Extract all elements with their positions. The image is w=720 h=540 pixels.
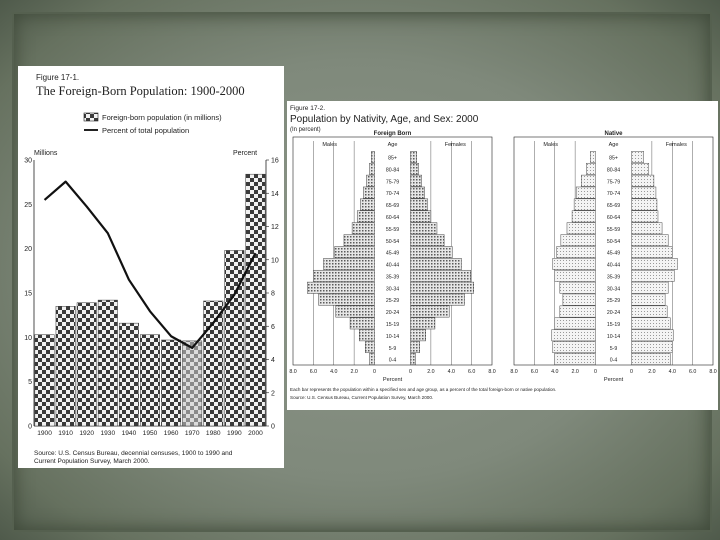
age-label: 65-69	[385, 203, 400, 210]
right-tick-label: 0	[271, 423, 275, 431]
x-axis-title: Percent	[603, 377, 624, 383]
age-label: 60-64	[385, 215, 400, 222]
male-bar-0-4	[369, 353, 374, 364]
x-tick-label: 1940	[121, 430, 137, 437]
left-tick-label: 0	[28, 423, 32, 431]
males-label: Males	[322, 142, 338, 148]
female-bar-55-59	[411, 223, 437, 234]
female-bar-25-29	[632, 294, 666, 305]
pyramid-chart	[287, 101, 718, 410]
bar-1910	[56, 306, 75, 426]
age-label: 15-19	[606, 322, 621, 329]
right-tick-label: 12	[271, 224, 279, 231]
bar-1960	[161, 340, 180, 426]
x-tick-label: 6.0	[688, 369, 697, 375]
female-bar-55-59	[632, 223, 663, 234]
age-label: 20-24	[385, 310, 400, 317]
left-tick-label: 15	[24, 290, 32, 298]
age-label: 45-49	[606, 250, 621, 257]
age-label: 60-64	[606, 215, 621, 222]
age-label: 75-79	[385, 179, 400, 186]
chart-subtitle: (In percent)	[290, 127, 321, 133]
male-bar-85+	[590, 151, 595, 162]
x-tick-label: 1960	[163, 430, 179, 437]
male-bar-70-74	[576, 187, 595, 198]
males-label: Males	[543, 142, 559, 148]
age-label: 10-14	[385, 333, 400, 340]
chart-title: Population by Nativity, Age, and Sex: 2000	[290, 114, 479, 125]
x-axis-title: Percent	[382, 377, 403, 383]
right-tick-label: 8	[271, 290, 275, 298]
female-bar-65-69	[632, 199, 657, 210]
left-tick-label: 30	[24, 157, 32, 165]
female-bar-20-24	[411, 306, 450, 317]
age-label: 10-14	[606, 333, 621, 340]
legend-line-label: Percent of total population	[102, 126, 190, 135]
male-bar-80-84	[586, 163, 595, 174]
male-bar-30-34	[307, 282, 374, 293]
age-label: 55-59	[385, 226, 400, 233]
male-bar-40-44	[553, 258, 596, 269]
x-tick-label: 8.0	[510, 369, 518, 375]
x-tick-label: 1980	[205, 430, 221, 437]
male-bar-75-79	[581, 175, 595, 186]
female-bar-45-49	[411, 246, 453, 257]
male-bar-75-79	[366, 175, 374, 186]
male-bar-20-24	[336, 306, 375, 317]
female-bar-60-64	[411, 211, 431, 222]
x-tick-label: 4.0	[668, 369, 676, 375]
age-label: 0-4	[388, 357, 397, 364]
x-tick-label: 2.0	[571, 369, 579, 375]
age-header: Age	[387, 142, 398, 148]
male-bar-60-64	[572, 211, 595, 222]
bar-2000	[246, 174, 265, 426]
x-tick-label: 1930	[100, 430, 116, 437]
male-bar-25-29	[318, 294, 374, 305]
age-label: 80-84	[385, 167, 400, 174]
male-bar-5-9	[553, 342, 596, 353]
male-bar-65-69	[574, 199, 595, 210]
x-tick-label: 2000	[248, 430, 263, 437]
x-tick-label: 0	[409, 369, 412, 375]
x-tick-label: 0	[630, 369, 633, 375]
female-bar-70-74	[411, 187, 425, 198]
left-tick-label: 10	[24, 334, 32, 342]
x-tick-label: 1900	[37, 430, 52, 437]
x-tick-label: 1970	[184, 430, 200, 437]
age-label: 25-29	[606, 298, 621, 305]
age-label: 35-39	[385, 274, 400, 281]
female-bar-50-54	[632, 235, 669, 246]
male-bar-15-19	[555, 318, 596, 329]
age-label: 70-74	[385, 191, 400, 198]
plot-area	[24, 158, 279, 438]
female-bar-85+	[632, 151, 644, 162]
female-bar-5-9	[411, 342, 420, 353]
x-tick-label: 4.0	[330, 369, 338, 375]
females-label: Females	[665, 142, 687, 148]
age-label: 40-44	[385, 262, 400, 269]
figure-label: Figure 17-2.	[290, 105, 326, 112]
bar-1940	[119, 323, 138, 426]
female-bar-40-44	[632, 258, 678, 269]
age-label: 5-9	[609, 345, 618, 352]
x-tick-label: 1920	[79, 430, 95, 437]
figure-label: Figure 17-1.	[36, 73, 80, 82]
male-bar-80-84	[369, 163, 374, 174]
x-tick-label: 8.0	[289, 369, 297, 375]
x-tick-label: 0	[373, 369, 376, 375]
age-label: 30-34	[606, 286, 621, 293]
female-bar-10-14	[411, 330, 426, 341]
footnote: Each bar represents the population within a specified sex and age group, as a percent of the total foreign-born or native population.	[290, 387, 557, 392]
bar-1970	[182, 341, 201, 426]
female-bar-0-4	[632, 353, 671, 364]
female-bar-15-19	[632, 318, 671, 329]
x-tick-label: 6.0	[309, 369, 318, 375]
male-bar-25-29	[563, 294, 596, 305]
male-bar-45-49	[557, 246, 596, 257]
male-bar-70-74	[363, 187, 374, 198]
right-tick-label: 4	[271, 357, 275, 364]
x-tick-label: 6.0	[467, 369, 476, 375]
right-axis-title: Percent	[233, 150, 258, 157]
age-label: 85+	[609, 155, 618, 162]
percent-line	[45, 182, 256, 348]
male-bar-10-14	[552, 330, 596, 341]
female-bar-35-39	[411, 270, 471, 281]
male-bar-0-4	[555, 353, 596, 364]
age-label: 30-34	[385, 286, 400, 293]
female-bar-40-44	[411, 258, 462, 269]
source-note-line2: Current Population Survey, March 2000.	[34, 458, 150, 465]
female-bar-35-39	[632, 270, 675, 281]
right-tick-label: 10	[271, 257, 279, 265]
male-bar-10-14	[359, 330, 374, 341]
female-bar-15-19	[411, 318, 435, 329]
male-bar-55-59	[567, 223, 596, 234]
female-bar-75-79	[411, 175, 422, 186]
male-bar-50-54	[561, 235, 596, 246]
age-label: 55-59	[606, 226, 621, 233]
left-tick-label: 5	[28, 379, 32, 387]
x-tick-label: 8.0	[488, 369, 496, 375]
male-bar-5-9	[365, 342, 374, 353]
females-label: Females	[444, 142, 466, 148]
right-tick-label: 14	[271, 190, 279, 198]
female-bar-0-4	[411, 353, 416, 364]
female-bar-60-64	[632, 211, 658, 222]
source-note: Source: U.S. Census Bureau, Current Population Survey, March 2000.	[290, 395, 434, 400]
female-bar-25-29	[411, 294, 465, 305]
age-label: 70-74	[606, 191, 621, 198]
female-bar-20-24	[632, 306, 668, 317]
age-label: 0-4	[609, 357, 618, 364]
age-label: 50-54	[606, 238, 621, 245]
chart-title: The Foreign-Born Population: 1900-2000	[36, 84, 245, 98]
age-label: 5-9	[388, 345, 397, 352]
plot-area	[289, 131, 716, 383]
x-tick-label: 6.0	[530, 369, 539, 375]
age-header: Age	[608, 142, 619, 148]
figure-17-2	[287, 101, 718, 410]
left-tick-label: 20	[24, 246, 32, 254]
age-label: 40-44	[606, 262, 621, 269]
x-tick-label: 4.0	[551, 369, 559, 375]
legend-bar-label: Foreign-born population (in millions)	[102, 113, 222, 122]
age-label: 15-19	[385, 322, 400, 329]
male-bar-50-54	[344, 235, 375, 246]
x-tick-label: 0	[594, 369, 597, 375]
female-bar-65-69	[411, 199, 428, 210]
bar-1920	[77, 303, 96, 426]
female-bar-30-34	[632, 282, 669, 293]
left-tick-label: 25	[24, 201, 32, 209]
x-tick-label: 8.0	[709, 369, 717, 375]
left-axis-title: Millions	[34, 150, 58, 157]
foreign-born-chart	[18, 66, 284, 468]
male-bar-20-24	[560, 306, 596, 317]
male-bar-40-44	[324, 258, 375, 269]
source-note-line1: Source: U.S. Census Bureau, decennial censuses, 1900 to 1990 and	[34, 450, 233, 457]
bar-1930	[98, 300, 117, 426]
age-label: 35-39	[606, 274, 621, 281]
figure-17-1	[18, 66, 284, 468]
x-tick-label: 1910	[58, 430, 73, 437]
age-label: 25-29	[385, 298, 400, 305]
panel-title: Native	[604, 131, 623, 137]
male-bar-30-34	[560, 282, 596, 293]
female-bar-10-14	[632, 330, 674, 341]
age-label: 85+	[388, 155, 397, 162]
right-tick-label: 16	[271, 157, 279, 165]
male-bar-15-19	[350, 318, 374, 329]
female-bar-5-9	[632, 342, 673, 353]
age-label: 45-49	[385, 250, 400, 257]
female-bar-45-49	[632, 246, 673, 257]
female-bar-85+	[411, 151, 417, 162]
female-bar-80-84	[632, 163, 649, 174]
female-bar-75-79	[632, 175, 654, 186]
panel-title: Foreign Born	[373, 131, 412, 137]
male-bar-85+	[371, 151, 374, 162]
male-bar-55-59	[352, 223, 374, 234]
right-tick-label: 2	[271, 390, 275, 398]
bar-1990	[225, 250, 244, 426]
female-bar-70-74	[632, 187, 656, 198]
x-tick-label: 2.0	[427, 369, 435, 375]
age-label: 75-79	[606, 179, 621, 186]
x-tick-label: 1990	[227, 430, 242, 437]
age-label: 20-24	[606, 310, 621, 317]
bar-1950	[140, 335, 159, 426]
x-tick-label: 2.0	[648, 369, 656, 375]
male-bar-35-39	[555, 270, 596, 281]
male-bar-60-64	[357, 211, 374, 222]
male-bar-45-49	[335, 246, 375, 257]
x-tick-label: 4.0	[447, 369, 455, 375]
male-bar-65-69	[360, 199, 374, 210]
age-label: 65-69	[606, 203, 621, 210]
age-label: 50-54	[385, 238, 400, 245]
x-tick-label: 2.0	[350, 369, 358, 375]
female-bar-50-54	[411, 235, 445, 246]
age-label: 80-84	[606, 167, 621, 174]
bar-1900	[35, 335, 54, 426]
male-bar-35-39	[313, 270, 374, 281]
right-tick-label: 6	[271, 323, 275, 331]
female-bar-80-84	[411, 163, 419, 174]
legend-bar-swatch	[84, 113, 98, 121]
x-tick-label: 1950	[142, 430, 158, 437]
female-bar-30-34	[411, 282, 474, 293]
bar-1980	[204, 301, 223, 426]
